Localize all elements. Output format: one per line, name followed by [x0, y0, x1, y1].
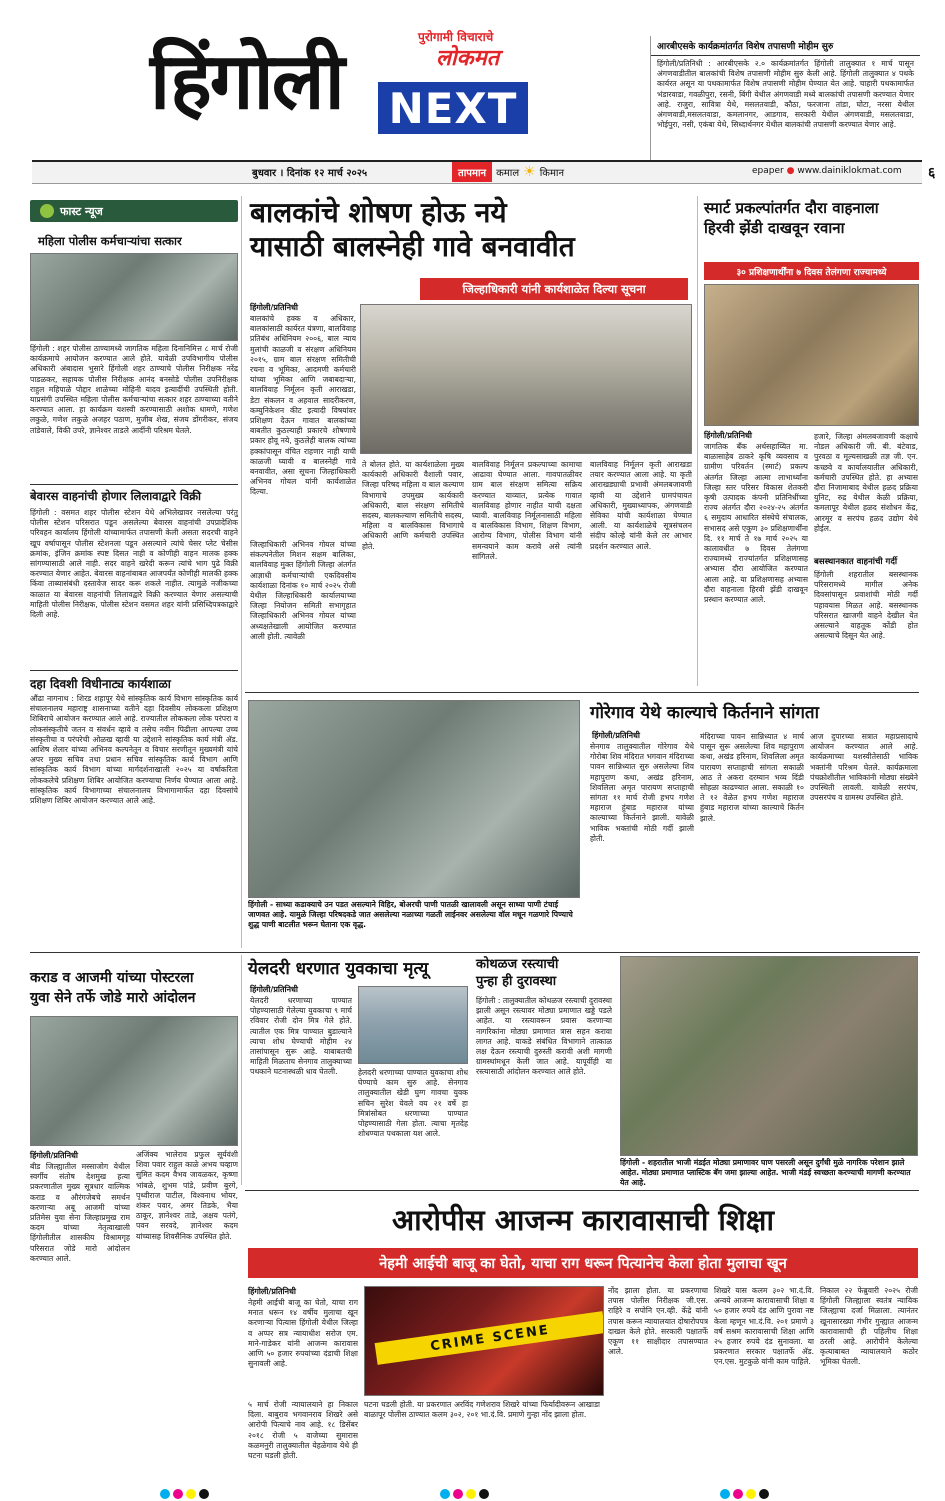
- yeldari-text-col2: हेलदरी धरणाच्या पाण्यात युवकाचा शोध घेण्याचे काम सुरु आहे. सेनगाव तालुक्यातील खेडी घुग्ग गावचा युवक सचिन सुरेश येवले वय २१ वर्षे हा मित्रांसोबत धरणाच्या पाण्यात पोहण्यासाठी गेला होता. त्याचा मृतदेह शोधण्यात पथकाला यश आले.: [358, 1068, 468, 1139]
- karad-byline: हिंगोली/प्रतिनिधी: [30, 1151, 79, 1160]
- story-workshop-text: औंढा नागनाथ : शिरड शहापूर येथे सांस्कृतिक कार्य विभाग सांस्कृतिक कार्य संचालनालय महाराष्ट्र शासनाच्या वतीने दहा दिवसीय लोककला प्रशिक्षण शिबिराचे आयोजन करण्यात आले आहे. राज्यातील लोककला लोक परंपरा व लोकसंस्कृतीचे जतन व संवर्धन व्हावे व तसेच नवीन पिढीला आपल्या उच्च संस्कृतीचा व परंपरेची ओळख व्हावी या उद्देशाने सांस्कृतिक कार्य मंत्री ॲड. आशिष शेलार यांच्या अभिनव कल्पनेतून व विचार सरणीतून मुख्यमंत्री यांचे अपर मुख्य सचिव तथा प्रधान सचिव सांस्कृतिक कार्य विभाग आणि सांस्कृतिक कार्य विभाग यांच्या मार्गदर्शनाखाली २०२५ या वर्षाकरिता लोककलेचे प्रशिक्षण शिबिर आयोजित करण्याचा निर्णय घेण्यात आला आहे. सांस्कृतिक कार्य विभागाच्या संचालनालय विभागामार्फत दहा दिवसांचे प्रशिक्षण शिबिर आयोजन करण्यात आले आहे.: [30, 694, 238, 806]
- registration-dot: [160, 1489, 170, 1499]
- column-divider: [697, 196, 698, 686]
- kirtan-text-col2: मंदिराच्या पावन सान्निध्यात ४ मार्च पासून सुरू असलेल्या शिव महापुराण कथा, अखंड हरिनाम, शिवलिला अमृत पारायण सप्ताहाची सांगता सकाळी आठ ते अकरा दरम्यान भव्य दिंडी सोहळा काढण्यात आला. सकाळी १० ते १२ वेळेत हभप गणेश महाराज हुंबाड महाराज यांच्या काल्याचे किर्तन झाले.: [700, 732, 804, 823]
- smart-subheadline: ३० प्रशिक्षणार्थींना ७ दिवस तेलंगणा राज्यामध्ये: [704, 262, 919, 280]
- top-news-box: [650, 36, 920, 160]
- court-text-col3: घटना घडली होती. या प्रकरणात अरविंद गणेशराव शिखरे यांच्या फिर्यादीवरून आखाडा बाळापूर पोलीस ठाण्यात कलम ३०२, २०१ भा.दं.वि. प्रमाणे गुन्हा नोंद झाला होता.: [364, 1400, 600, 1420]
- column-divider: [241, 955, 242, 1185]
- registration-dot: [453, 1489, 463, 1499]
- registration-dot: [733, 1489, 743, 1499]
- newspaper-brand: लोकमत: [436, 46, 500, 71]
- column-divider: [241, 196, 242, 948]
- yeldari-headline: येलदरी धरणात युवकाचा मृत्यू: [248, 959, 429, 979]
- shield-icon: [40, 204, 54, 218]
- edition-logo: NEXT: [378, 82, 528, 134]
- lead-headline: बालकांचे शोषण होऊ नये यासाठी बालस्नेही गावे बनवावीत: [250, 196, 575, 263]
- court-text-col6: निकाल २२ फेब्रुवारी २०२५ रोजी हिंगोली जिल्ह्याला स्वतंत्र न्यायिक जिल्ह्याचा दर्जा मिळाला. त्यानंतर खूनासारख्या गंभीर गुन्ह्यात आजन्म कारावासाची ही पहिलीच शिक्षा ठरली आहे. आरोपीने केलेल्या कृत्याबाबत न्यायालयाने कठोर भूमिका घेतली.: [820, 1286, 918, 1367]
- court-headline: आरोपीस आजन्म कारावासाची शिक्षा: [392, 1203, 774, 1237]
- page-number: ६: [928, 165, 936, 181]
- reg-marks-right: [720, 1484, 772, 1501]
- top-news-title: आरबीएसके कार्यक्रमांतर्गत विशेष तपासणी मोहीम सुरु: [651, 36, 920, 56]
- trash-photo-caption: हिंगोली - शहरातील भाजी मंडईत मोठ्या प्रमाणावर घाण पसरली असून दुर्गंधी मुळे नागरिक परेशान झाले आहेत. मोठ्या प्रमाणात प्लास्टिक बॅग जमा झाल्या आहेत. भाजी मंडई स्वच्छता करण्याची मागणी करण्यात येत आहे.: [620, 1158, 911, 1187]
- registration-dot: [466, 1489, 476, 1499]
- kothalaj-headline: कोथळज रस्त्याची पुन्हा ही दुरावस्था: [476, 957, 559, 989]
- lead-text-col4: बालविवाह निर्मूलन प्रकल्पाच्या कामाचा आढावा घेण्यात आला. गावपातळीवर ग्राम बाल संरक्षण समित्या सक्रिय करण्यात याव्यात, प्रत्येक गावात बालविवाह होणार नाहीत याची दक्षता घ्यावी. बालविवाह निर्मूलनासाठी महिला व बालविकास विभाग, शिक्षण विभाग, आरोग्य विभाग, पोलीस विभाग यांनी समन्वयाने काम करावे असे त्यांनी सांगितले.: [472, 460, 582, 561]
- bus-stand-text: हिंगोली शहरातील बसस्थानक परिसरामध्ये मागील अनेक दिवसांपासून प्रवाशांची मोठी गर्दी पहावयास मिळत आहे. बसस्थानक परिसरात खाजगी वाहने देखील येत असल्याने वाहतूक कोंडी होत असल्याचे दिसून येत आहे.: [814, 570, 918, 641]
- lead-text-col3: ते बोलत होते. या कार्यशाळेला मुख्य कार्यकारी अधिकारी वैशाली पवार, जिल्हा परिषद महिला व बाल कल्याण विभागाचे उपमुख्य कार्यकारी अधिकारी, बाल संरक्षण समितीचे सदस्य, बालकल्याण समितीचे सदस्य, महिला व बालविकास विभागाचे अधिकारी आणि कर्मचारी उपस्थित होते.: [362, 460, 464, 551]
- water-leak-photo: [248, 700, 580, 898]
- yeldari-text-col1: येलदरी धरणाच्या पाण्यात पोहण्यासाठी गेलेल्या युवकाचा ९ मार्च रविवार रोजी दोन मित्र गेले होते. त्यातील एक मित्र पाण्यात बुडाल्याने त्याचा शोध घेण्याची मोहीम २४ तासांपासून सुरू आहे. याबाबतची माहिती मिळताच सेनगाव तालुक्याच्या पथकाने घटनास्थळी धाव घेतली.: [250, 996, 352, 1077]
- protest-photo: [30, 1016, 238, 1146]
- karad-text-col2: अजिंक्य भालेराव प्रफुल सूर्यवंशी शिवा पवार राहुल काळे अभय चव्हाण सुमित कदम वैभव जावळकर, कृष्णा भांबळे, शुभम पांडे, प्रवीण बुरगे, पृथ्वीराज पाटील, विश्वनाथ भोयर, शंकर पवार, अमर तिडके, भैया ठाकूर, ज्ञानेश्वर ताडे, अक्षय पतंगे, पवन सरवदे, ज्ञानेश्वर कदम यांच्यासह शिवसैनिक उपस्थित होते.: [136, 1150, 238, 1241]
- kirtan-headline: गोरेगाव येथे काल्याचे किर्तनाने सांगता: [590, 703, 820, 723]
- fast-news-badge: फास्ट न्यूज: [30, 200, 238, 222]
- registration-dot: [199, 1489, 209, 1499]
- court-text-col1: नेहमी आईची बाजू का घेतो, याचा राग मनात धरून १४ वर्षीय मुलाचा खून करणाऱ्या पित्यास हिंगोली येथील जिल्हा व अप्पर सत्र न्यायाधीश सरोज एम. माने-गाडेकर यांनी आजन्म कारावास आणि ५० हजार रुपयांच्या दंडाची शिक्षा सुनावली आहे.: [248, 1298, 358, 1369]
- registration-dot: [720, 1489, 730, 1499]
- smart-headline: स्मार्ट प्रकल्पांतर्गत दौरा वाहनाला हिरवी झेंडी दाखवून रवाना: [704, 199, 879, 237]
- top-news-text: हिंगोली/प्रतिनिधी : आरबीएसके २.० कार्यक्रमांतर्गत हिंगोली तालुक्यात १ मार्च पासून अंगणवाडीतील बालकांची विशेष तपासणी मोहीम सुरु केली आहे. हिंगोली तालुक्यात ४ पथके कार्यरत असून या पथकामार्फत विशेष तपासणी मोहीम घेण्यात येत आहे. चाहारी पथकामार्फत भंडारवाडा, गवळीपुरा, रसनी, बिंगी येथील अंगणवाडी मध्ये बालकांची तपासणी करण्यात येणार आहे. राजुरा, सावित्रा येथे, मसलतवाडी, कौठा, फरजाना तांडा, घोटा, नरसा येथील अंगणवाडी,मसलतवाडा, कमलानगर, आडगाव, सरकारी येथील अंगणवाडी, मसलतवाडा, भोईपुरा, नसी, एकंबा येथे, सिध्दार्थनगर येथील बालकांची तपासणी करण्यात येणार आहे.: [657, 59, 914, 130]
- sun-icon: ☀: [523, 164, 536, 180]
- court-byline: हिंगोली/प्रतिनिधी: [248, 1287, 297, 1296]
- reg-marks-center: [440, 1484, 492, 1501]
- registration-dot: [746, 1489, 756, 1499]
- max-temp-label: कमाल: [496, 168, 520, 179]
- smart-text-col1: जागतिक बँक अर्थसहाय्यित मा. बाळासाहेब ठाकरे कृषि व्यवसाय व ग्रामीण परिवर्तन (स्मार्ट) प्रकल्प अंतर्गत जिल्हा आत्मा लाभार्थ्यांना जिल्हा स्तर परिसर विकास शेतकरी कृषी उत्पादक कंपनी प्रतिनिधींच्या राज्य अंतर्गत दौरा २०२४-२५ अंतर्गत ६ समुदाय आधारित संस्थेचे संचालक, सभासद असे एकूण ३० प्रशिक्षणार्थींना दि. ११ मार्च ते १७ मार्च २०२५ या कालावधीत ७ दिवस तेलंगणा राज्यामध्ये राज्यांतर्गत प्रशिक्षणासह अभ्यास दौरा आयोजित करण्यात आला आहे. या प्रशिक्षणासह अभ्यास दौरा वाहनाला हिरवी झेंडी दाखवून प्रस्थान करण्यात आले.: [704, 442, 808, 605]
- bus-stand-headline: बसस्थानकात वाहनांची गर्दी: [814, 557, 898, 567]
- registration-dot: [186, 1489, 196, 1499]
- karad-text-col1: बीड जिल्ह्यातील मस्साजोग येथील स्वर्गीय संतोष देशमुख हत्या प्रकरणातील मुख्य सूत्रधार वाल्मिक कराड व औरंगजेबचे समर्थन करणाऱ्या अबू आजमी यांच्या प्रतिमेस युवा सेना जिल्हाप्रमुख राम कदम यांच्या नेतृत्वाखाली हिंगोलीतील शासकीय विश्रामगृह परिसरात जोडे मारो आंदोलन करण्यात आले.: [30, 1162, 130, 1263]
- print-registration-marks: [0, 1484, 945, 1496]
- crime-scene-photo: [364, 1286, 604, 1396]
- court-text-col5: शिखरे यास कलम ३०२ भा.दं.वि. अन्वये आजन्म कारावासाची शिक्षा व ५० हजार रुपये दंड आणि पुरावा नष्ट केला म्हणून भा.दं.वि. २०१ प्रमाणे ३ वर्ष सश्रम कारावासाची शिक्षा आणि २५ हजार रुपये दंड सुनावला. या प्रकरणात सरकार पक्षातर्फे ॲड. एन.एस. मुटकुळे यांनी काम पाहिले.: [714, 1286, 814, 1367]
- registration-dot: [440, 1489, 450, 1499]
- story-vehicles-headline: बेवारस वाहनांची होणार लिलावाद्वारे विक्री: [30, 484, 238, 504]
- workshop-hall-photo: [360, 304, 692, 454]
- lead-byline: हिंगोली/प्रतिनिधी: [250, 303, 299, 312]
- registration-dot: [479, 1489, 489, 1499]
- story-vehicles-text: हिंगोली : वसमत शहर पोलीस स्टेशन येथे अभिलेखावर नसलेल्या परंतु पोलीस स्टेशन परिसरात पडून असलेल्या बेवारस वाहनांची उपप्रादेशिक परिवहन कार्यालय हिंगोली यांच्यामार्फत तपासणी केली असता सदरची वाहने खूप वर्षापासून पोलीस स्टेशनला पडून असल्याने त्यांचे चेसर प्लेट चेसीस क्रमांक, इंजिन क्रमांक स्पष्ट दिसत नाही व कोणीही वाहन मालक हक्क सांगण्यासाठी आले नाही. सदर वाहने खरेदी करून त्यांचे भाग पुढे विक्री करण्यात येणार आहेत. बेवारस वाहनांबाबत आजपर्यंत कोणीही मालकी हक्क किंवा ताब्यासंबंधी दस्तावेज सादर करू शकले नाहीत. त्यामुळे नजीकच्या काळात या बेवारस वाहनांची लिलावद्वारे विक्री करण्यात येणार असल्याची माहिती पोलीस निरीक्षक, पोलीस स्टेशन वसमत शहर यांनी प्रसिध्दिपत्रकाद्वारे दिली आहे.: [30, 508, 238, 620]
- date-bar: [32, 160, 936, 184]
- kirtan-text-col3: आज दुपारच्या सत्रात महाप्रसादाचे आयोजन करण्यात आले आहे. कार्यक्रमाच्या यशस्वीतेसाठी भाविक भक्तांनी परिश्रम घेतले. कार्यक्रमाला पंचक्रोशीतील भाविकांनी मोठ्या संख्येने उपस्थिती लावली. यावेळी सरपंच, उपसरपंच व ग्रामस्थ उपस्थित होते.: [810, 732, 918, 803]
- weather-strip: [452, 162, 564, 182]
- newspaper-tagline: पुरोगामी विचाराचे: [418, 30, 494, 44]
- story-police-headline: महिला पोलीस कर्मचाऱ्यांचा सत्कार: [38, 234, 182, 248]
- story-workshop-headline: दहा दिवशी विधीनाट्य कार्यशाळा: [30, 670, 238, 692]
- court-subheadline: नेहमी आईची बाजू का घेतो, याचा राग धरून पित्यानेच केला होता मुलाचा खून: [248, 1248, 918, 1278]
- kirtan-byline: हिंगोली/प्रतिनिधी: [592, 731, 641, 740]
- lead-text-col1: बालकांचे हक्क व अधिकार, बालकांसाठी कार्यरत यंत्रणा, बालविवाह प्रतिबंध अधिनियम २००६, बाल न्याय मुलांची काळजी व संरक्षण अधिनियम २०१५, ग्राम बाल संरक्षण समितीची रचना व भूमिका, आदमणी कर्मचारी यांच्या भूमिका आणि जबाबदाऱ्या, बालविवाह निर्मूलन कृती आराखडा, डेटा संकलन व अहवाल सादरीकरण, कम्युनिकेशन कीट इत्यादी विषयांवर प्रशिक्षण देऊन गावात बालकांच्या बाबतीत कुठल्याही प्रकारचे शोषणाचे प्रकार होवू नये, कुठलेही बालक त्यांच्या हक्कांपासून वंचित राहणार नाही याची काळजी घ्यावी व बालस्नेही गावे बनवावीत, असा सूचना जिल्हाधिकारी अभिनव गोयल यांनी कार्यशाळेत दिल्या.: [250, 314, 356, 497]
- newspaper-title: हिंगोली: [150, 37, 343, 127]
- smart-text-col2: हजारे, जिल्हा अंमलबजावणी कक्षाचे नोडल अधिकारी जी. बी. बंटेवाड, पुरवठा व मूल्यसाखळी तज्ञ जी. एन. कच्छवे व कार्यालयातील अधिकारी, कर्मचारी उपस्थित होते. हा अभ्यास दौरा निजामाबाद येथील हळद प्रक्रिया युनिट, रुद्र येथील केळी प्रक्रिया, कमलापूर येथील हळद संशोधन केंद्र, आरमूर व सरपंच हळद उद्योग येथे होईल.: [814, 432, 918, 533]
- reg-marks-left: [160, 1484, 212, 1501]
- yeldari-byline: हिंगोली/प्रतिनिधी: [250, 985, 299, 994]
- crime-scene-tape: CRIME SCENE: [375, 1311, 604, 1365]
- registration-dot: [173, 1489, 183, 1499]
- karad-headline: कराड व आजमी यांच्या पोस्टरला युवा सेने तर्फे जोडे मारो आंदोलन: [30, 970, 196, 1006]
- bus-flag-off-photo: [704, 284, 919, 426]
- section-divider: [245, 692, 919, 693]
- dam-photo: [358, 986, 468, 1064]
- min-temp-label: किमान: [539, 168, 565, 179]
- section-divider: [30, 952, 920, 953]
- epaper-link[interactable]: epaper ● www.dainiklokmat.com: [752, 166, 902, 176]
- lead-text-col5: बालविवाह निर्मूलन कृती आराखडा तयार करण्यात आला आहे. या कृती आराखड्याची प्रभावी अंमलबजावणी व्हावी या उद्देशाने ग्रामपंचायत अधिकारी, मुख्याध्यापक, अंगणवाडी सेविका यांची कार्यशाळा घेण्यात आली. या कार्यशाळेचे सूत्रसंचलन संदीप कोल्हे यांनी केले तर आभार प्रदर्शन करण्यात आले.: [590, 460, 692, 551]
- smart-byline: हिंगोली/प्रतिनिधी: [704, 431, 753, 440]
- issue-date: बुधवार । दिनांक १२ मार्च २०२५: [252, 168, 368, 179]
- kirtan-text-col1: सेनगाव तालुक्यातील गोरेगाव येथे गोरोबा शिव मंदिरात भगवान मंदिराच्या पावन सान्निध्यात सुरु असलेल्या शिव महापुराण कथा, अखंड हरिनाम, शिवलिला अमृत पारायण सप्ताहाची सांगता ११ मार्च रोजी हभप गणेश महाराज हुंबाड महाराज यांच्या काल्याच्या किर्तनाने झाली. यावेळी भाविक भक्तांची मोठी गर्दी झाली होती.: [590, 742, 694, 843]
- masthead: [0, 0, 945, 160]
- section-divider: [245, 1190, 919, 1191]
- lead-subheadline: जिल्हाधिकारी यांनी कार्यशाळेत दिल्या सूचना: [420, 278, 688, 300]
- court-text-col4: नोंद झाला होता. या प्रकरणाचा तपास पोलीस निरीक्षक जी.एस. राहिरे व सपोनि एन.व्ही. केंद्रे यांनी तपास करून न्यायालयात दोषारोपपत्र दाखल केले होते. सरकारी पक्षातर्फे एकूण ११ साक्षीदार तपासण्यात आले.: [608, 1286, 708, 1357]
- vegetable-market-photo: [620, 956, 918, 1156]
- police-felicitation-photo: [30, 253, 238, 341]
- registration-dot: [759, 1489, 769, 1499]
- weather-label: तापमान: [452, 162, 492, 182]
- lead-text-col2: जिल्हाधिकारी अभिनव गोयल यांच्या संकल्पनेतील मिशन सक्षम बालिका, बालविवाह मुक्त हिंगोली जिल्हा अंतर्गत आज्ञाधी कर्मचाऱ्यांची एकदिवसीय कार्यशाळा दिनांक १० मार्च २०२५ रोजी येथील जिल्हाधिकारी कार्यालयाच्या जिल्हा नियोजन समिती सभागृहात जिल्हाधिकारी अभिनव गोयल यांच्या अध्यक्षतेखाली आयोजित करण्यात आली होती. त्यावेळी: [250, 540, 356, 641]
- water-photo-caption: हिंगोली - साध्या कडाक्याचे उन पडत असल्याने विहिर, बोअरची पाणी पातळी खालावली असून साध्या पाणी टंचाई जाणवत आहे. यामुळे जिल्हा परिषदकडे जात असलेल्या नळाच्या गळती लाईनवर असलेल्या वॉल मधून गळणारे पिण्याचे शुद्ध पाणी बाटलीत भरून घेताना एक वृद्ध.: [248, 900, 573, 929]
- story-police-text: हिंगोली : शहर पोलीस ठाण्यामध्ये जागतिक महिला दिनानिमित्त ८ मार्च रोजी कार्यक्रमाचे आयोजन करण्यात आले होते. यावेळी उपविभागीय पोलीस अधिकारी अंबादास भुसारे हिंगोली शहर ठाण्याचे पोलीस निरीक्षक नरेंद्र पाडळकर, सहायक पोलीस निरीक्षक आनंद बनसोडे पोलीस उपनिरीक्षक राहुल महिपाळे पोद्दार शाळेच्या मोहिनी यादव इत्यादींची उपस्थिती होती. याप्रसंगी उपस्थित महिला पोलीस कर्मचाऱ्यांचा सत्कार शहर ठाण्याच्या वतीने करण्यात आला. हा कार्यक्रम यशस्वी करण्यासाठी अशोक धामणे, गणेश लकुळे, गणेश लकुळे अजहर पठाण, मुजीब शेख, संजय डोंगरीकर, संजय तांडेवाले, विकी उपरे, ज्ञानेश्वर ताडले आदींनी परिश्रम घेतले.: [30, 344, 238, 435]
- kothalaj-text: हिंगोली : तालुक्यातील कोथळज रस्त्याची दुरावस्था झाली असून रस्त्यावर मोठ्या प्रमाणात खड्डे पडले आहेत. या रस्त्यावरून प्रवास करणाऱ्या नागरिकांना मोठ्या प्रमाणात त्रास सहन करावा लागत आहे. याकडे संबंधित विभागाने तात्काळ लक्ष देऊन रस्त्याची दुरुस्ती करावी अशी मागणी ग्रामस्थांमधून केली जात आहे. यापूर्वीही या रस्त्यासाठी आंदोलन करण्यात आले होते.: [476, 996, 612, 1077]
- court-text-col2: ५ मार्च रोजी न्यायालयाने हा निकाल दिला. बाबुराव भगवानराव शिखरे असे आरोपी पित्याचे नाव आहे. १८ डिसेंबर २०१८ रोजी ५ वाजेच्या सुमारास कळमनुरी तालुक्यातील येहळेगाव येथे ही घटना घडली होती.: [248, 1400, 358, 1461]
